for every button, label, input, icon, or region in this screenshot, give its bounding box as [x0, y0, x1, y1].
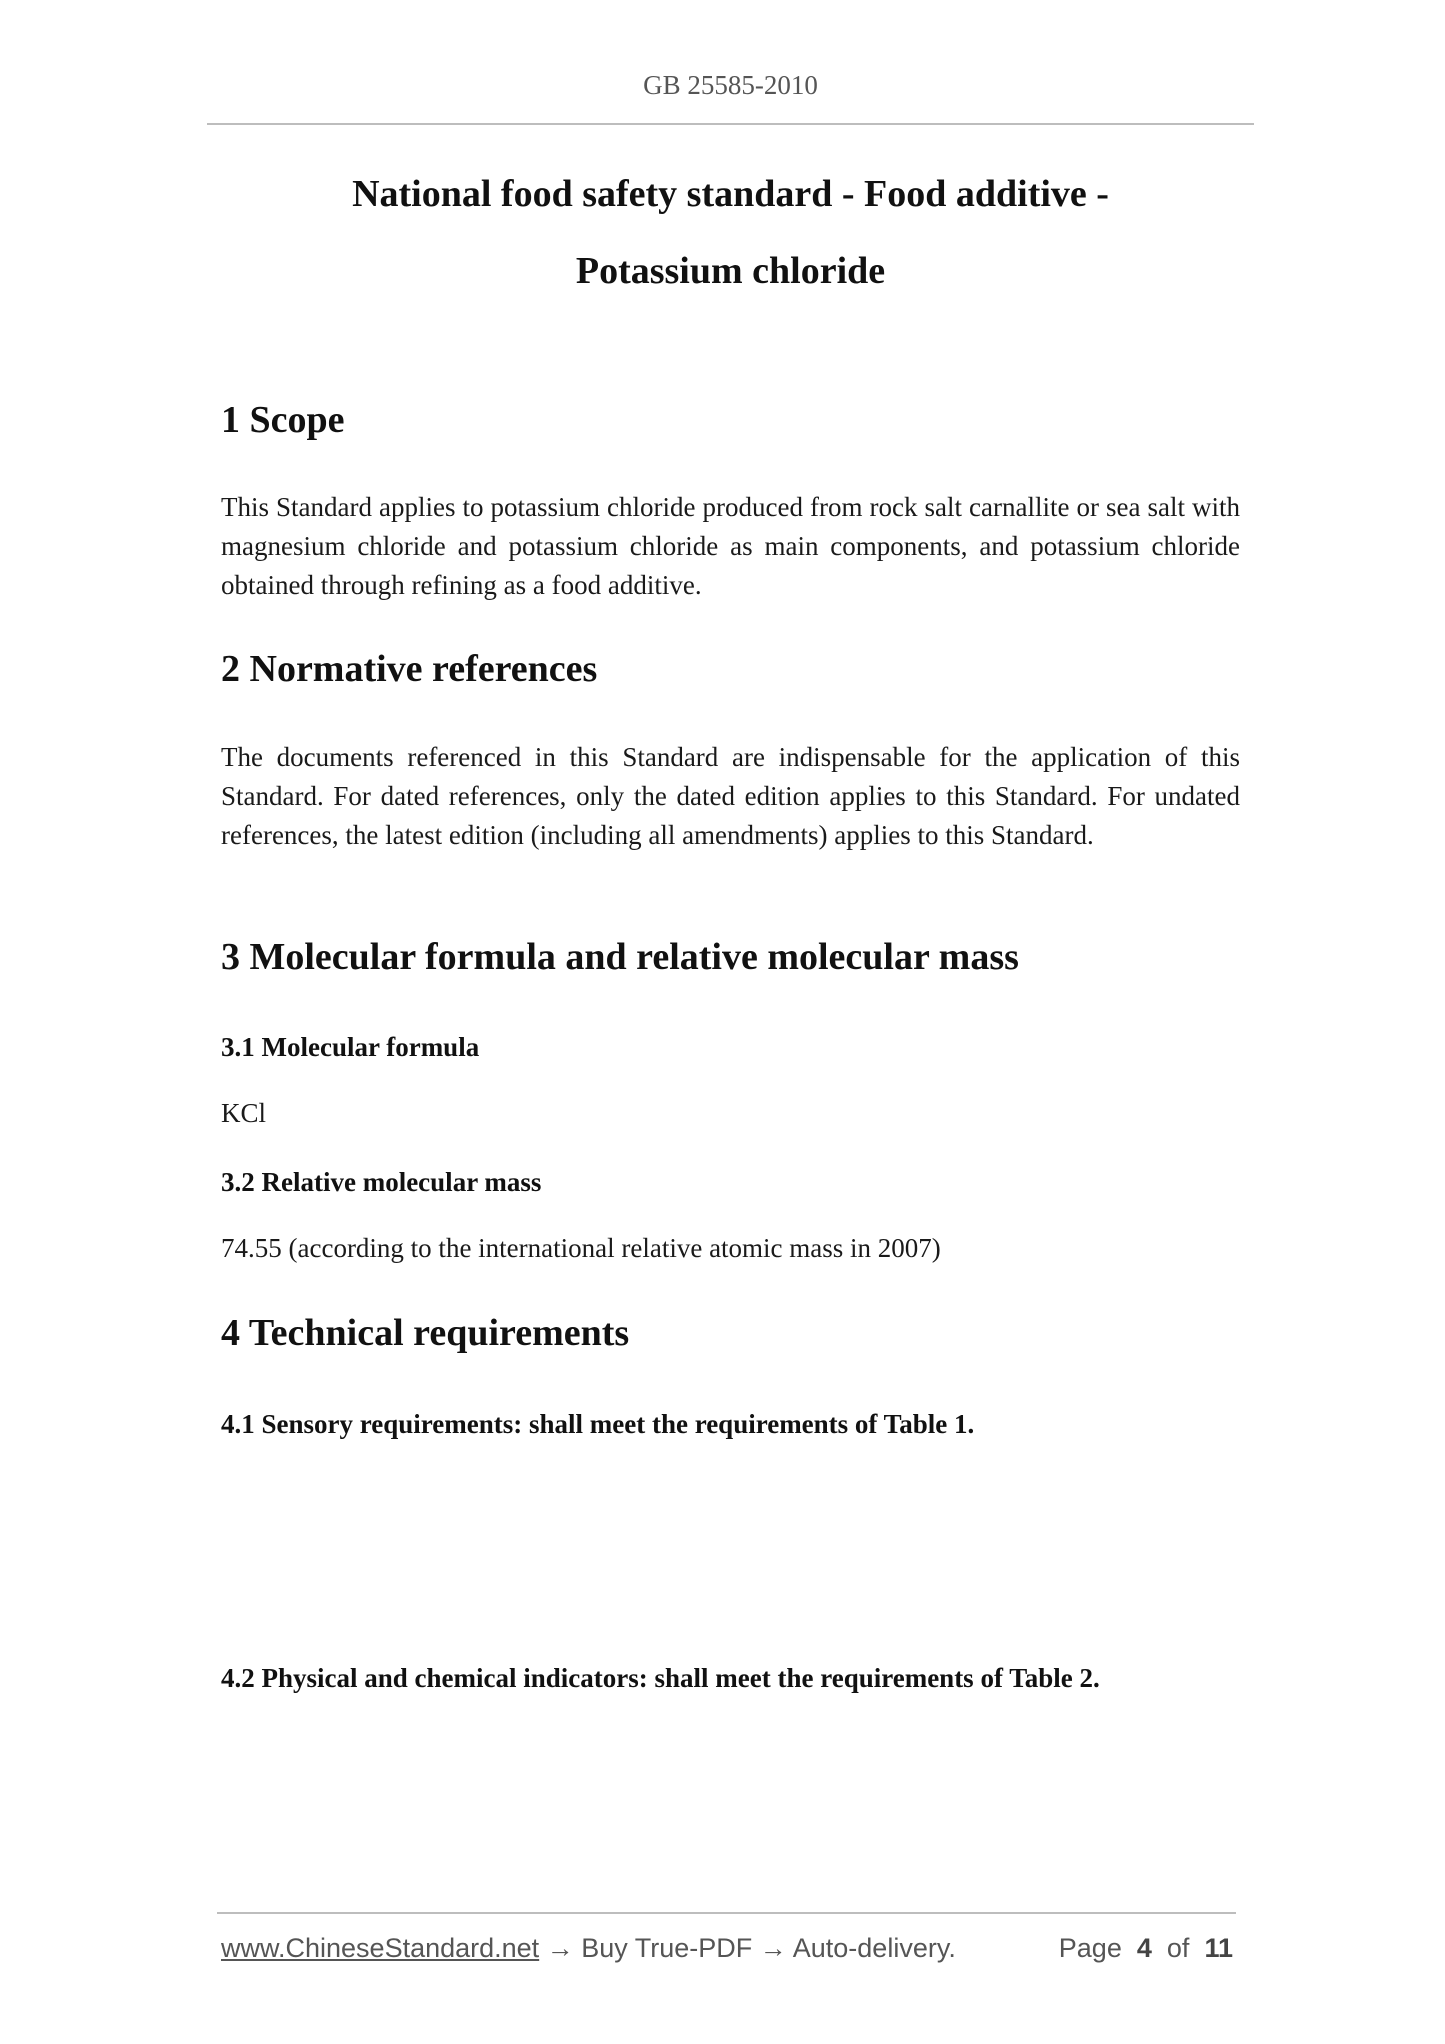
- document-title-line-1: National food safety standard - Food additive -: [352, 173, 1109, 215]
- section-2-body: The documents referenced in this Standard are indispensable for the application of this Standard. For dated references, only the dated edition applies to this Standard. For undated references, the latest edition (including all amendments) applies to this Standard.: [221, 742, 1240, 850]
- page-counter: [1059, 1933, 1233, 1964]
- total-pages-number: 11: [1204, 1933, 1233, 1963]
- section-3-1-heading: 3.1 Molecular formula: [221, 1032, 480, 1062]
- molecular-formula-value: KCl: [221, 1098, 267, 1128]
- section-1-heading: 1 Scope: [221, 399, 345, 441]
- footer-divider: [217, 1912, 1236, 1914]
- footer-promo: [221, 1933, 956, 1964]
- section-1-body: This Standard applies to potassium chloride produced from rock salt carnallite or sea salt with magnesium chloride and potassium chloride as main components, and potassium chloride obtained through refining as a food additive.: [221, 492, 1240, 600]
- footer-promo-text: → Buy True-PDF → Auto-delivery.: [546, 1933, 956, 1963]
- section-2-heading: 2 Normative references: [221, 648, 598, 690]
- site-link[interactable]: www.ChineseStandard.net: [221, 1933, 540, 1963]
- of-word: of: [1166, 1933, 1190, 1963]
- header-divider: [207, 123, 1254, 125]
- current-page-number: 4: [1136, 1933, 1152, 1963]
- section-4-heading: 4 Technical requirements: [221, 1312, 630, 1354]
- section-4-1-heading: 4.1 Sensory requirements: shall meet the requirements of Table 1.: [221, 1409, 975, 1439]
- document-title-line-2: Potassium chloride: [575, 250, 886, 292]
- section-3-heading: 3 Molecular formula and relative molecular mass: [221, 936, 1019, 978]
- page-word: Page: [1058, 1933, 1122, 1963]
- section-4-2-heading: 4.2 Physical and chemical indicators: shall meet the requirements of Table 2.: [221, 1663, 1100, 1693]
- page-footer: [221, 1933, 1233, 1973]
- molecular-mass-value: 74.55 (according to the international relative atomic mass in 2007): [221, 1233, 941, 1263]
- page-header-doc-code: GB 25585-2010: [643, 70, 818, 100]
- section-3-2-heading: 3.2 Relative molecular mass: [221, 1167, 542, 1197]
